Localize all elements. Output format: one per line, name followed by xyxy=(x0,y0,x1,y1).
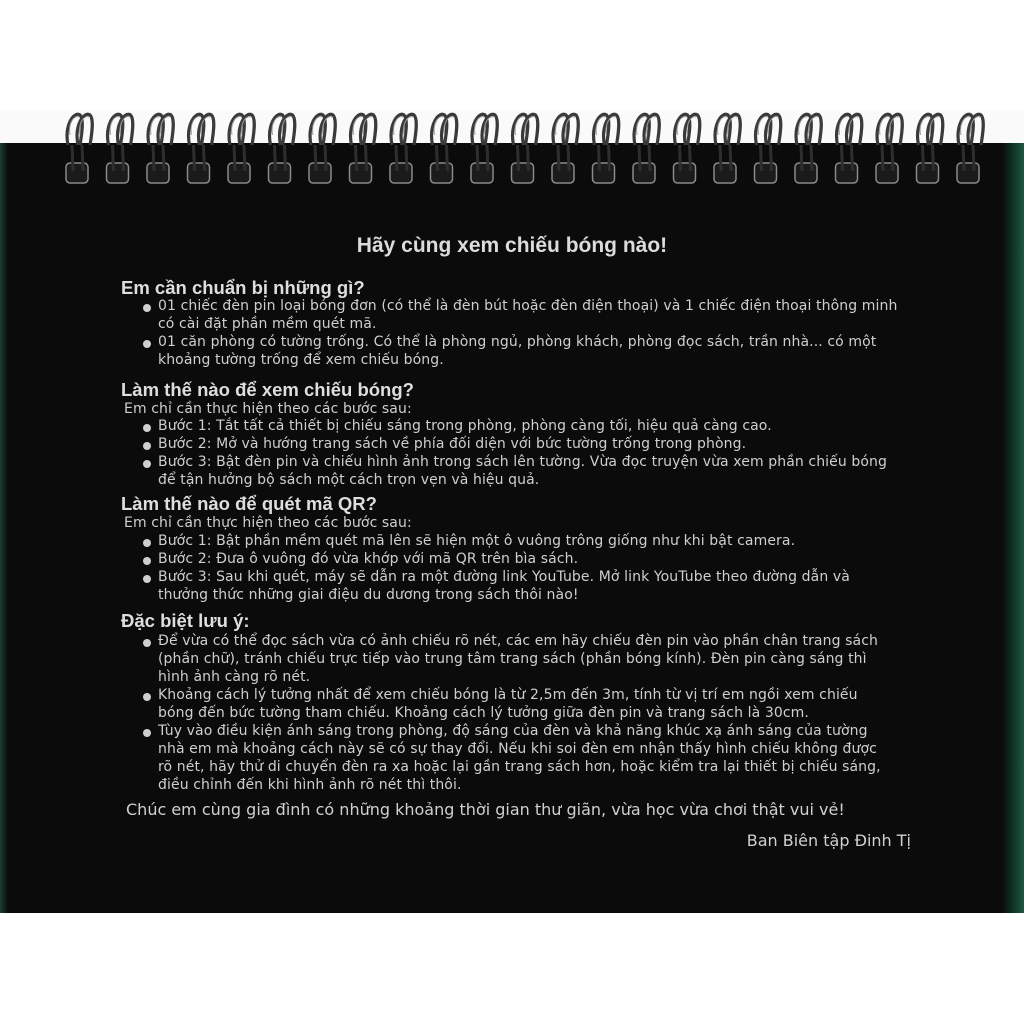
list-item-line: Bước 2: Mở và hướng trang sách về phía đối diện với bức tường trống trong phòng. xyxy=(158,436,747,452)
section-heading-watch: Làm thế nào để xem chiếu bóng? xyxy=(121,379,414,400)
spiral-coil xyxy=(269,114,295,183)
list-item-line: nhà em mà khoảng cách này sẽ có sự thay đổi. Nếu khi soi đèn em nhận thấy hình chiếu không được xyxy=(158,741,877,757)
spiral-coil xyxy=(309,114,335,183)
spiral-coil xyxy=(228,114,254,183)
list-item-line: bóng đến bức tường tham chiếu. Khoảng cách lý tưởng giữa đèn pin và trang sách là 30cm. xyxy=(158,705,809,721)
list-item-line: Tùy vào điều kiện ánh sáng trong phòng, độ sáng của đèn và khả năng khúc xạ ánh sáng của tường xyxy=(158,723,868,739)
list-item-line: Bước 1: Tắt tất cả thiết bị chiếu sáng trong phòng, phòng càng tối, hiệu quả càng cao. xyxy=(158,418,772,434)
spiral-coil xyxy=(593,114,619,183)
bullet-dot xyxy=(143,693,151,701)
list-item-line: thưởng thức những giai điệu du dương trong sách thôi nào! xyxy=(158,587,579,603)
section-heading-note: Đặc biệt lưu ý: xyxy=(121,610,250,631)
spiral-binding xyxy=(0,105,1024,190)
spiral-coil xyxy=(431,114,457,183)
spiral-coil xyxy=(795,114,821,183)
section-heading-prepare: Em cần chuẩn bị những gì? xyxy=(121,277,365,298)
list-item-line: Khoảng cách lý tưởng nhất để xem chiếu bóng là từ 2,5m đến 3m, tính từ vị trí em ngồi xem chiếu xyxy=(158,687,858,703)
bullet-dot xyxy=(143,424,151,432)
list-item-line: 01 chiếc đèn pin loại bóng đơn (có thể là đèn bút hoặc đèn điện thoại) và 1 chiếc điện thoại thông minh xyxy=(158,298,898,314)
spiral-coil xyxy=(836,114,862,183)
list-item-line: có cài đặt phần mềm quét mã. xyxy=(158,316,377,332)
list-item-line: điều chỉnh đến khi hình ảnh rõ nét thì thôi. xyxy=(158,777,462,793)
list-item-line: Để vừa có thể đọc sách vừa có ảnh chiếu rõ nét, các em hãy chiếu đèn pin vào phần chân trang sách xyxy=(158,633,878,649)
bullet-dot xyxy=(143,729,151,737)
spiral-coil xyxy=(674,114,700,183)
spiral-coil xyxy=(957,114,983,183)
bullet-dot xyxy=(143,539,151,547)
list-item-line: (phần chữ), tránh chiếu trực tiếp vào trung tâm trang sách (phần bóng kính). Đèn pin càng sáng thì xyxy=(158,651,867,667)
left-cover-edge xyxy=(0,143,8,913)
spiral-coil xyxy=(876,114,902,183)
bullet-dot xyxy=(143,442,151,450)
list-item-line: khoảng tường trống để xem chiếu bóng. xyxy=(158,352,444,368)
spiral-coil xyxy=(471,114,497,183)
list-item-line: Bước 3: Bật đèn pin và chiếu hình ảnh trong sách lên tường. Vừa đọc truyện vừa xem phần chiếu bóng xyxy=(158,454,888,470)
bullet-dot xyxy=(143,575,151,583)
list-item-line: 01 căn phòng có tường trống. Có thể là phòng ngủ, phòng khách, phòng đọc sách, trần nhà... có một xyxy=(158,334,877,350)
spiral-coil xyxy=(350,114,376,183)
bullet-dot xyxy=(143,460,151,468)
section-heading-qr: Làm thế nào để quét mã QR? xyxy=(121,493,377,514)
spiral-coil xyxy=(917,114,943,183)
spiral-coil xyxy=(390,114,416,183)
list-item-line: Bước 1: Bật phần mềm quét mã lên sẽ hiện một ô vuông trông giống như khi bật camera. xyxy=(158,533,796,549)
bullet-dot xyxy=(143,340,151,348)
bullet-dot xyxy=(143,304,151,312)
page-title: Hãy cùng xem chiếu bóng nào! xyxy=(356,234,668,257)
section-intro: Em chỉ cần thực hiện theo các bước sau: xyxy=(124,515,412,531)
spiral-coil xyxy=(714,114,740,183)
bullet-dot xyxy=(143,557,151,565)
spiral-coil xyxy=(552,114,578,183)
spiral-coil xyxy=(147,114,173,183)
list-item-line: Bước 3: Sau khi quét, máy sẽ dẫn ra một đường link YouTube. Mở link YouTube theo đường dẫn và xyxy=(158,569,850,585)
list-item-line: hình ảnh càng rõ nét. xyxy=(158,669,311,685)
spiral-coil xyxy=(512,114,538,183)
closing-message: Chúc em cùng gia đình có những khoảng thời gian thư giãn, vừa học vừa chơi thật vui vẻ! xyxy=(126,800,845,819)
list-item-line: Bước 2: Đưa ô vuông đó vừa khớp với mã QR trên bìa sách. xyxy=(158,551,579,567)
list-item-line: để tận hưởng bộ sách một cách trọn vẹn và hiệu quả. xyxy=(158,472,540,488)
right-cover-edge xyxy=(1002,143,1024,913)
section-intro: Em chỉ cần thực hiện theo các bước sau: xyxy=(124,401,412,417)
spiral-coil xyxy=(188,114,214,183)
spiral-coil xyxy=(755,114,781,183)
bullet-dot xyxy=(143,639,151,647)
spiral-coil xyxy=(107,114,133,183)
list-item-line: rõ nét, hãy thử di chuyển đèn ra xa hoặc lại gần trang sách hơn, hoặc kiểm tra lại thiết bị chiếu sáng, xyxy=(158,759,881,775)
spiral-coil xyxy=(633,114,659,183)
signature: Ban Biên tập Đinh Tị xyxy=(746,831,911,850)
spiral-coil xyxy=(66,114,92,183)
